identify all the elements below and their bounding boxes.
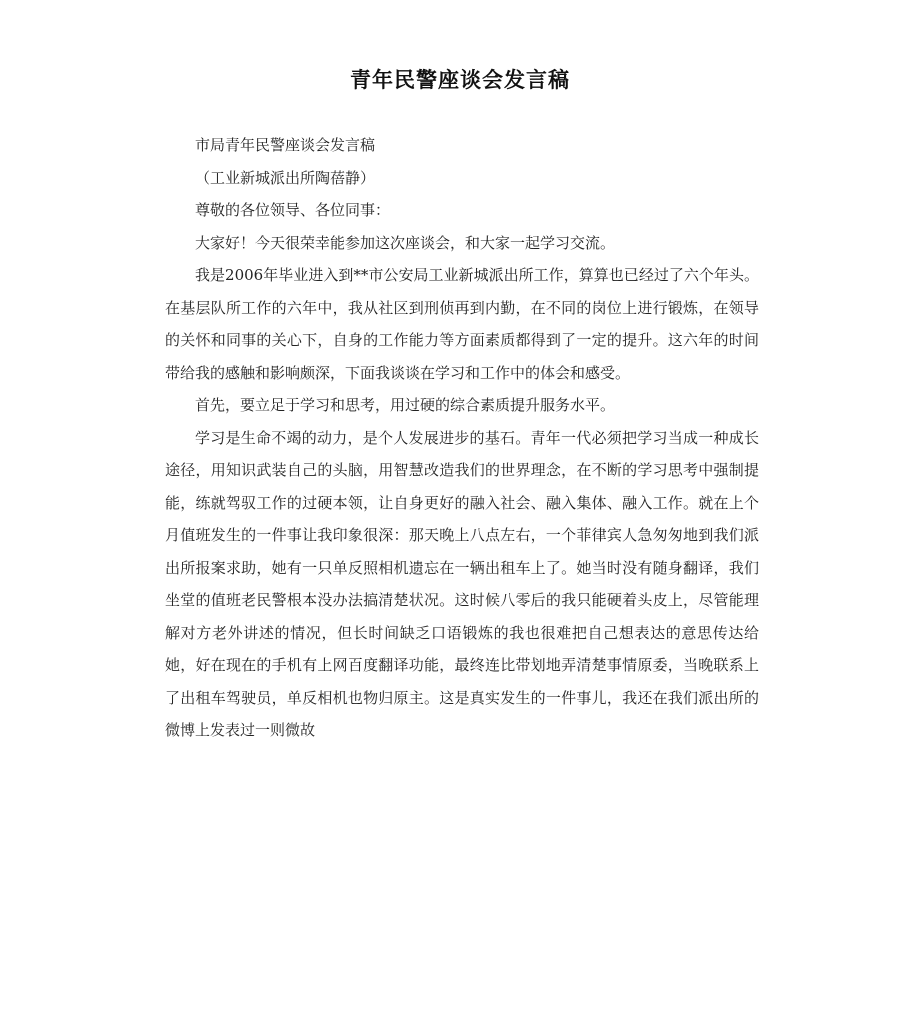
document-body — [165, 129, 759, 747]
document-title: 青年民警座谈会发言稿 — [350, 68, 570, 92]
paragraph-point-one: 首先，要立足于学习和思考，用过硬的综合素质提升服务水平。 — [195, 396, 616, 414]
paragraph-heading: 市局青年民警座谈会发言稿 — [195, 136, 376, 154]
paragraph-story: 学习是生命不竭的动力，是个人发展进步的基石。青年一代必须把学习当成一种成长途径，用知识武装自己的头脑，用智慧改造我们的世界理念，在不断的学习思考中强制提能，练就驾驭工作的过硬本领，让自身更好的融入社会、融入集体、融入工作。就在上个月值班发生的一件事让我印象很深：那天晚上八点左右，一个菲律宾人急匆匆地到我们派出所报案求助，她有一只单反照相机遗忘在一辆出租车上了。她当时没有随身翻译，我们坐堂的值班老民警根本没办法搞清楚状况。这时候八零后的我只能硬着头皮上，尽管能理解对方老外讲述的情况，但长时间缺乏口语锻炼的我也很难把自己想表达的意思传达给她，好在现在的手机有上网百度翻译功能，最终连比带划地弄清楚事情原委，当晚联系上了出租车驾驶员，单反相机也物归原主。这是真实发生的一件事儿，我还在我们派出所的微博上发表过一则微故 — [165, 428, 759, 739]
paragraph-author: （工业新城派出所陶蓓静） — [195, 168, 376, 187]
paragraph-salutation: 尊敬的各位领导、各位同事： — [195, 201, 391, 219]
paragraph-greeting: 大家好！今天很荣幸能参加这次座谈会，和大家一起学习交流。 — [195, 233, 616, 252]
paragraph-intro: 我是2006年毕业进入到**市公安局工业新城派出所工作，算算也已经过了六个年头。在基层队所工作的六年中，我从社区到刑侦再到内勤，在不同的岗位上进行锻炼，在领导的关怀和同事的关心下，自身的工作能力等方面素质都得到了一定的提升。这六年的时间带给我的感触和影响颇深，下面我谈谈在学习和工作中的体会和感受。 — [165, 266, 759, 382]
